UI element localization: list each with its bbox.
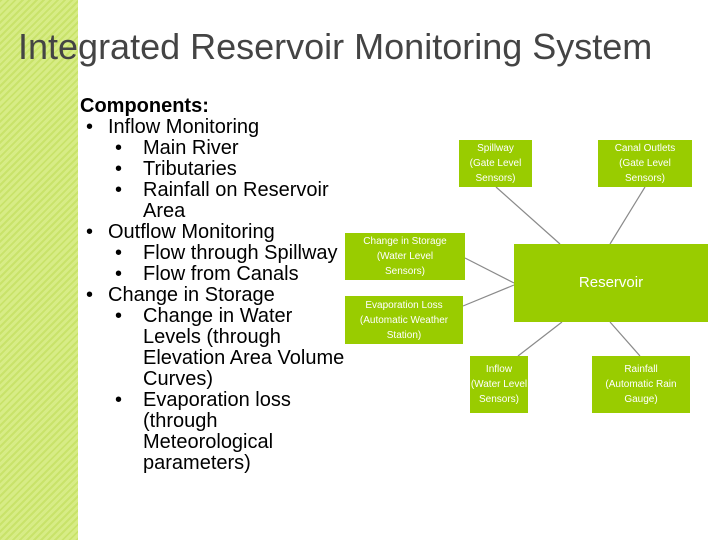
page-title: Integrated Reservoir Monitoring System — [18, 26, 653, 67]
spillway-box: Spillway (Gate Level Sensors) — [459, 140, 532, 187]
rainfall-box: Rainfall (Automatic Rain Gauge) — [592, 356, 690, 413]
outline-item-text: Change in Storage — [108, 284, 275, 306]
bullet-marker: • — [115, 263, 123, 285]
bullet-marker: • — [115, 137, 123, 159]
outline-item — [80, 264, 380, 285]
outline-item — [80, 222, 380, 243]
outline-item — [80, 390, 380, 474]
bullet-marker: • — [86, 284, 94, 306]
reservoir-box: Reservoir — [514, 244, 708, 322]
outline-item-text: Flow from Canals — [143, 263, 299, 285]
components-list — [80, 96, 380, 474]
outline-item-text: Tributaries — [143, 158, 237, 180]
connector-storage-reservoir — [465, 258, 514, 283]
inflow-box: Inflow (Water Level Sensors) — [470, 356, 528, 413]
bullet-marker: • — [115, 389, 123, 411]
outline-item — [80, 243, 380, 264]
bullet-marker: • — [115, 242, 123, 264]
components-heading: Components: — [80, 95, 209, 117]
outline-item — [80, 159, 380, 180]
connector-spillway-reservoir — [496, 187, 560, 244]
connector-rainfall-reservoir — [610, 322, 640, 356]
bullet-marker: • — [86, 221, 94, 243]
connector-canal-reservoir — [610, 187, 645, 244]
outline-item — [80, 180, 380, 222]
outline-item — [80, 117, 380, 138]
outline — [80, 117, 380, 474]
outline-item-text: Evaporation loss (through Meteorological parameters) — [143, 389, 291, 474]
outline-item — [80, 306, 380, 390]
outline-item-text: Change in Water Levels (through Elevation Area Volume Curves) — [143, 305, 345, 390]
outline-item-text: Outflow Monitoring — [108, 221, 275, 243]
evaporation-loss-box: Evaporation Loss (Automatic Weather Station) — [345, 296, 463, 344]
connector-evaporation-reservoir — [463, 285, 514, 306]
bullet-marker: • — [115, 305, 123, 327]
outline-item-text: Flow through Spillway — [143, 242, 338, 264]
outline-item — [80, 138, 380, 159]
connector-inflow-reservoir — [518, 322, 562, 356]
outline-item-text: Main River — [143, 137, 239, 159]
outline-item-text: Rainfall on Reservoir Area — [143, 179, 329, 222]
bullet-marker: • — [115, 179, 123, 201]
outline-item — [80, 285, 380, 306]
change-in-storage-box: Change in Storage (Water Level Sensors) — [345, 233, 465, 280]
bullet-marker: • — [86, 116, 94, 138]
bullet-marker: • — [115, 158, 123, 180]
outline-item-text: Inflow Monitoring — [108, 116, 260, 138]
canal-outlets-box: Canal Outlets (Gate Level Sensors) — [598, 140, 692, 187]
